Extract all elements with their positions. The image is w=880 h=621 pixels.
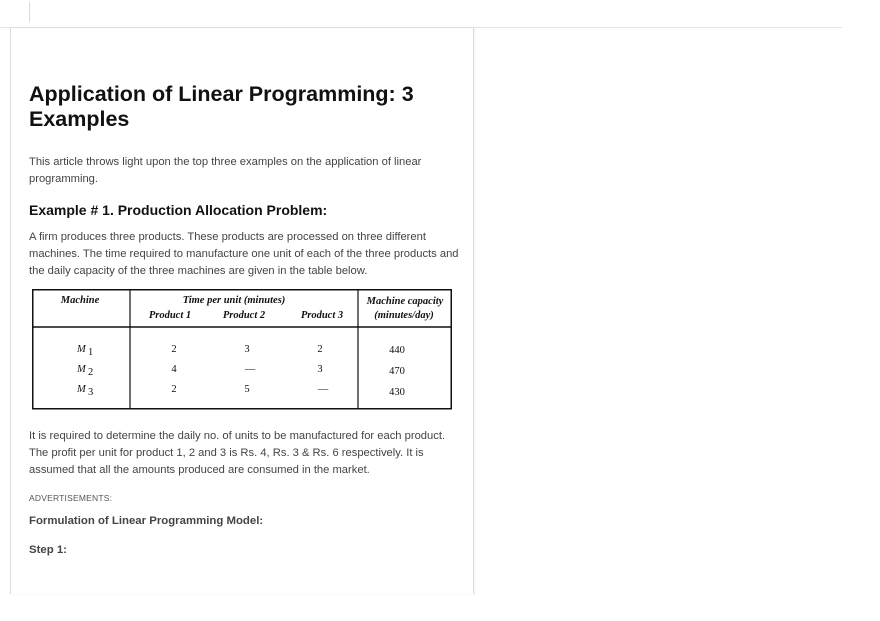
row-2-capacity: 470 [389,366,405,377]
header-capacity: Machine capacity [366,296,444,307]
row-2-machine: M [77,364,86,375]
article-body [29,82,459,280]
machine-time-table [32,289,452,410]
row-2-product-1: 4 [171,364,177,375]
row-1-product-3: 2 [317,344,323,355]
table-graphic [32,289,452,410]
row-1-capacity: 440 [389,345,405,356]
example1-heading: Example # 1. Production Allocation Problem: [29,202,328,218]
header-product-1: Product 1 [148,310,192,321]
step-1-heading: Step 1: [29,544,67,556]
row-3-machine-sub: 3 [88,387,94,398]
header-product-3: Product 3 [300,310,344,321]
example1-text: A firm produces three products. These products are processed on three different machines. The time required to manufacture one unit of each of the three products and the daily capacity of the three machines are given in the table below. [29,231,459,277]
row-3-machine: M [77,384,86,395]
row-3-capacity: 430 [389,387,405,398]
document-page [10,28,474,594]
row-2-product-2: — [244,364,256,375]
row-3-product-3: — [317,384,329,395]
header-machine: Machine [60,295,100,306]
header-time-per-unit: Time per unit (minutes) [182,295,286,306]
row-2-machine-sub: 2 [88,367,94,378]
header-product-2: Product 2 [222,310,266,321]
formulation-heading: Formulation of Linear Programming Model: [29,515,264,527]
row-1-product-1: 2 [171,344,177,355]
requirement-text: It is required to determine the daily no. of units to be manufactured for each product. The profit per unit for product 1, 2 and 3 is Rs. 4, Rs. 3 & Rs. 6 respectively. It is assumed that all the amounts produced are consumed in the market. [29,430,446,476]
row-3-product-2: 5 [244,384,250,395]
row-3-product-1: 2 [171,384,177,395]
row-2-product-3: 3 [317,364,323,375]
toolbar-divider [29,2,30,22]
row-1-machine-sub: 1 [88,347,94,358]
header-capacity-unit: (minutes/day) [374,310,434,321]
row-1-product-2: 3 [244,344,250,355]
article-title: Application of Linear Programming: 3 Examples [29,82,414,131]
article-intro: This article throws light upon the top three examples on the application of linear programming. [29,156,422,185]
advertisements-label: ADVERTISEMENTS: [29,493,113,503]
row-1-machine: M [77,344,86,355]
article-continued [29,428,459,556]
viewer-toolbar [0,0,842,28]
